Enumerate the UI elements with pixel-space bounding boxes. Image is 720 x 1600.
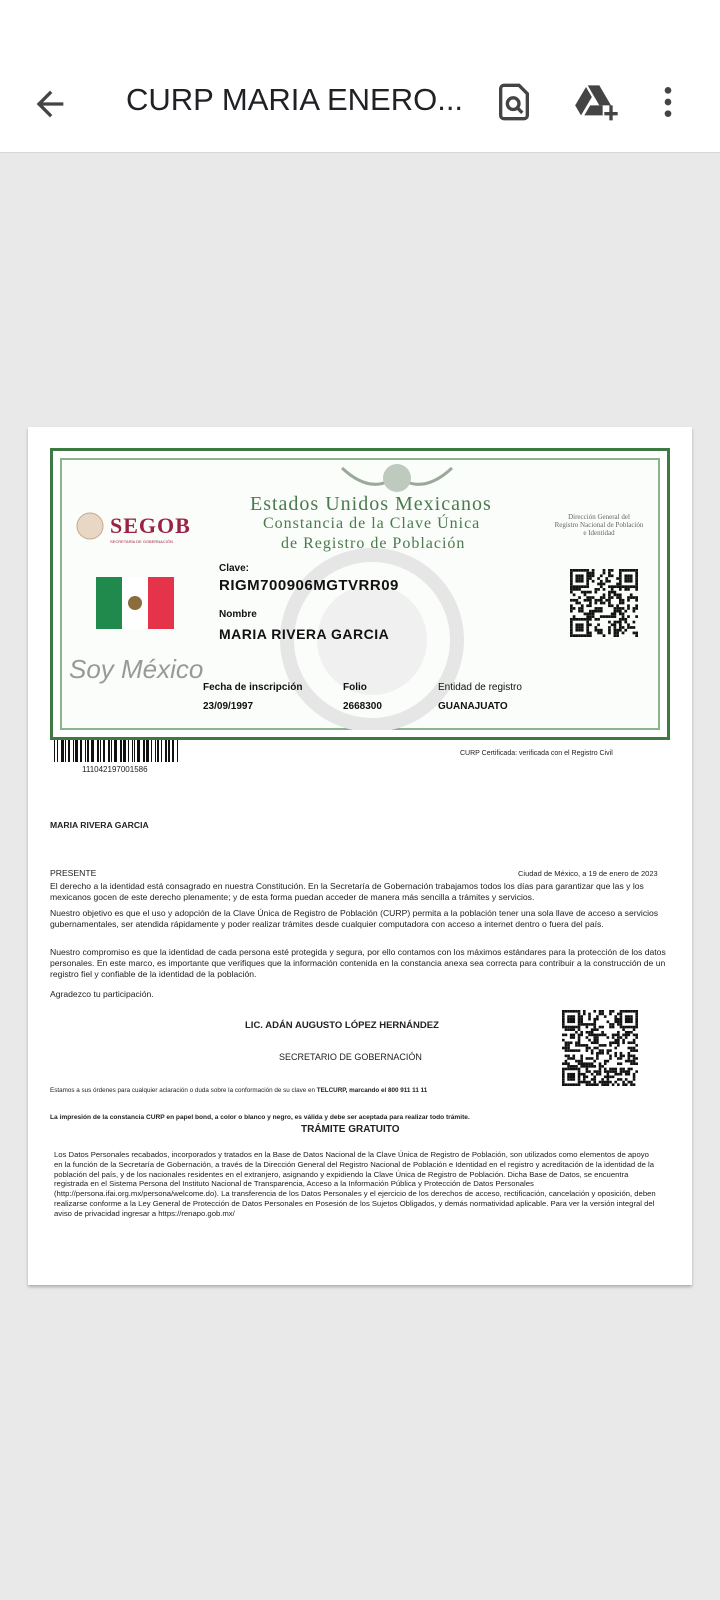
certificate-subtitle: de Registro de Población — [281, 535, 466, 552]
segob-text: SEGOB — [110, 513, 191, 538]
segob-logo — [75, 511, 191, 546]
paragraph-4: Agradezco tu participación. — [50, 989, 154, 999]
document-search-icon[interactable] — [494, 82, 534, 122]
certificate-title: Constancia de la Clave Única — [263, 515, 481, 532]
privacy-notice: Los Datos Personales recabados, incorporados y tratados en la Base de Datos Nacional de la Clave Única de Registro de Población, son utilizados como elementos de apoyo en la función de la Secretaría de Gobernación, a través de la Dirección General del Registro Nacional de Población e Identidad en el registro y acreditación de la identidad de la población del país, y de los nacionales residentes en el extranjero, asignando y expidiendo la Clave Única de Registro de Población. Dicha Base de Datos, se encuentra registrada en el Sistema Persona del Instituto Nacional de Transparencia, Acceso a la Información Pública y Protección de Datos Personales (http://persona.ifai.org.mx/persona/welcome.do). La transferencia de los Datos Personales y el ejercicio de los derechos de acceso, rectificación, cancelación y oposición, deben realizarse conforme a la Ley General de Protección de Datos Personales en Posesión de los Sujetos Obligados, y demás normatividad aplicable. Para ver la versión integral del aviso de privacidad ingresar a https://renapo.gob.mx/ — [54, 1150, 656, 1218]
signer-title: SECRETARIO DE GOBERNACIÓN — [279, 1052, 422, 1062]
curp-certificate — [50, 448, 670, 740]
signer-name: LIC. ADÁN AUGUSTO LÓPEZ HERNÁNDEZ — [245, 1020, 439, 1031]
segob-seal-icon — [75, 511, 105, 541]
paragraph-1: El derecho a la identidad está consagrado en nuestra Constitución. En la Secretaría de Gobernación trabajamos todos los días para garantizar que las y los mexicanos gocen de este derecho plenamente; y de esta forma puedan acceder de manera más sencilla a trámites y servicios. — [50, 881, 644, 902]
back-arrow-icon[interactable] — [30, 84, 70, 124]
nombre-value: MARIA RIVERA GARCIA — [219, 626, 390, 642]
telcurp-number: TELCURP, marcando el 800 911 11 11 — [316, 1087, 428, 1094]
entidad-label: Entidad de registro — [438, 682, 522, 693]
certificate-country: Estados Unidos Mexicanos — [250, 493, 492, 515]
dg-line-2: Registro Nacional de Población — [554, 521, 644, 529]
entidad-value: GUANAJUATO — [438, 701, 508, 712]
folio-label: Folio — [343, 682, 367, 693]
barcode-icon — [52, 740, 182, 764]
presente-label: PRESENTE — [50, 868, 97, 878]
pdf-page — [28, 427, 692, 1285]
dg-line-1: Dirección General del — [568, 513, 630, 521]
barcode-number: 111042197001586 — [82, 765, 148, 774]
telcurp-text: Estamos a sus órdenes para cualquier aclaración o duda sobre la conformación de su clave en — [50, 1087, 317, 1094]
letter-date: Ciudad de México, a 19 de enero de 2023 — [518, 869, 658, 878]
nombre-label: Nombre — [219, 609, 257, 620]
more-vert-icon[interactable] — [648, 82, 688, 122]
tramite-gratuito: TRÁMITE GRATUITO — [301, 1124, 400, 1135]
fecha-label: Fecha de inscripción — [203, 682, 303, 693]
document-title: CURP MARIA ENERO... — [126, 82, 464, 117]
app-bar — [0, 0, 720, 153]
clave-label: Clave: — [219, 563, 250, 574]
recipient-name: MARIA RIVERA GARCIA — [50, 820, 149, 830]
mexico-flag-icon — [96, 577, 174, 629]
paragraph-2: Nuestro objetivo es que el uso y adopción de la Clave Única de Registro de Población (CURP) permita a la población tener una sola llave de acceso a servicios gubernamentales, ser atendida rápidamente y poder realizar trámites desde cualquier computadora con acceso a internet dentro o fuera del país. — [50, 908, 659, 929]
paragraph-3: Nuestro compromiso es que la identidad de cada persona esté protegida y segura, por ello contamos con los máximos estándares para la protección de los datos personales. En este marco, es importante que verifiques que la información contenida en la constancia anexa sea correcta para contribuir a la construcción de un registro fiel y confiable de la identidad de la población. — [50, 947, 666, 979]
impresion-note: La impresión de la constancia CURP en papel bond, a color o blanco y negro, es válida y debe ser aceptada para realizar todo trámite. — [50, 1114, 470, 1121]
dg-line-3: e Identidad — [583, 529, 615, 537]
dgrnpi-label — [529, 513, 669, 537]
certificada-note: CURP Certificada: verificada con el Registro Civil — [460, 750, 613, 757]
add-to-drive-icon[interactable] — [574, 82, 618, 122]
fecha-value: 23/09/1997 — [203, 701, 254, 712]
soy-mexico-text: Soy México — [69, 654, 204, 684]
telcurp-note — [50, 1085, 427, 1096]
qr-code-2-icon — [562, 1010, 638, 1086]
clave-value: RIGM700906MGTVRR09 — [219, 577, 399, 594]
qr-code-icon — [570, 569, 638, 637]
segob-subtitle: SECRETARÍA DE GOBERNACIÓN — [110, 539, 173, 544]
folio-value: 2668300 — [343, 701, 382, 712]
